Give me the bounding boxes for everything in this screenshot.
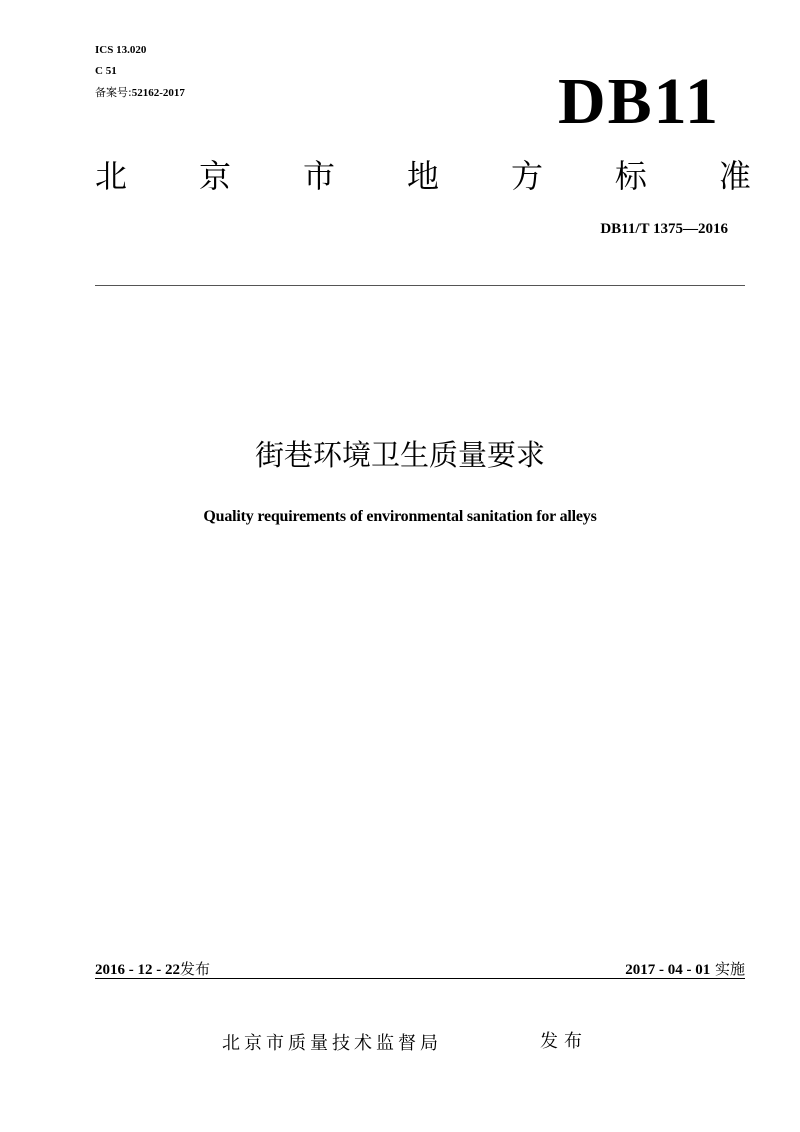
release-date: 2016 - 12 - 22 (95, 962, 180, 978)
ccs-code: C 51 (95, 65, 117, 77)
release-label: 发布 (180, 960, 211, 978)
filing-number: 52162-2017 (131, 87, 185, 99)
standard-type-char: 北 (95, 157, 128, 195)
standard-code: DB11/T 1375—2016 (600, 221, 728, 237)
standard-type-char: 京 (198, 157, 231, 195)
filing-number-line (95, 82, 185, 104)
implementation-date: 2017 - 04 - 01 (625, 962, 711, 978)
standard-type-char: 准 (718, 157, 751, 195)
standard-type-char: 市 (302, 157, 335, 195)
ics-code: ICS 13.020 (95, 44, 147, 56)
filing-label: 备案号: (95, 86, 132, 99)
implementation-label: 实施 (714, 960, 745, 978)
standard-type-char: 地 (406, 157, 439, 195)
title-chinese: 街巷环境卫生质量要求 (254, 438, 545, 472)
issue-label: 发布 (540, 1031, 588, 1052)
standard-type-char: 方 (510, 157, 543, 195)
issuing-authority: 北京市质量技术监督局 (222, 1033, 442, 1054)
header-divider (95, 285, 745, 286)
standard-type-char: 标 (614, 157, 647, 195)
standard-type-heading (95, 154, 751, 198)
title-english: Quality requirements of environmental sanitation for alleys (203, 508, 597, 525)
footer-divider (95, 978, 745, 979)
classification-block (95, 40, 185, 104)
db11-logo: DB11 (557, 65, 720, 138)
